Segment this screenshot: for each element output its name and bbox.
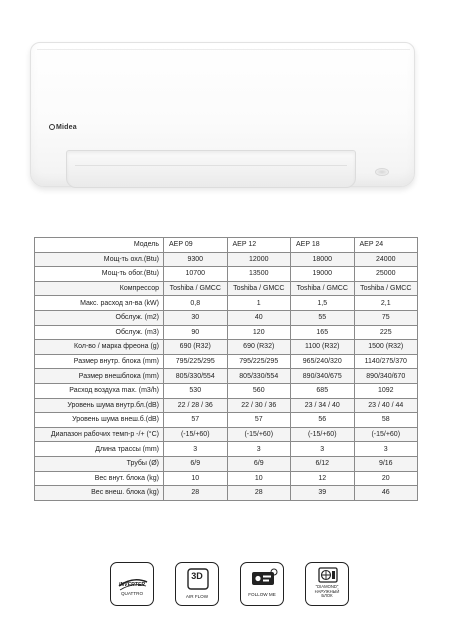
row-value: 1092 — [354, 383, 418, 398]
row-value: 1100 (R32) — [291, 340, 355, 355]
row-value: 225 — [354, 325, 418, 340]
row-value: 55 — [291, 310, 355, 325]
row-value: 25000 — [354, 267, 418, 282]
row-label: Вес внут. блока (kg) — [35, 471, 164, 486]
row-label: Уровень шума внутр.бл.(dB) — [35, 398, 164, 413]
table-row — [35, 383, 418, 398]
row-value: Toshiba / GMCC — [291, 281, 355, 296]
air-flow-3d-icon — [176, 563, 220, 607]
row-value: 13500 — [227, 267, 291, 282]
row-value: 795/225/295 — [164, 354, 228, 369]
row-value: (-15/+60) — [227, 427, 291, 442]
feature-icons — [110, 562, 350, 610]
table-row — [35, 486, 418, 501]
table-row — [35, 281, 418, 296]
row-value: 6/12 — [291, 456, 355, 471]
table-row — [35, 310, 418, 325]
row-value: 120 — [227, 325, 291, 340]
model-header: AEP 24 — [354, 238, 418, 253]
row-value: 530 — [164, 383, 228, 398]
table-row — [35, 427, 418, 442]
row-value: 6/9 — [164, 456, 228, 471]
model-header: AEP 09 — [164, 238, 228, 253]
row-value: 3 — [291, 442, 355, 457]
brand-logo-mark-icon — [49, 124, 55, 130]
brand-logo-text: Midea — [56, 124, 77, 131]
row-value: 46 — [354, 486, 418, 501]
table-header-row — [35, 238, 418, 253]
row-value: 24000 — [354, 252, 418, 267]
display-sensor — [375, 168, 389, 176]
row-value: 39 — [291, 486, 355, 501]
feature-diamond-unit — [305, 562, 349, 606]
row-value: 690 (R32) — [227, 340, 291, 355]
row-value: 19000 — [291, 267, 355, 282]
feature-caption: "DIAMOND" НАРУЖНЫЙ БЛОК — [314, 584, 340, 599]
table-row — [35, 354, 418, 369]
row-value: 23 / 40 / 44 — [354, 398, 418, 413]
feature-caption: QUATTRO — [120, 591, 144, 596]
row-value: 1500 (R32) — [354, 340, 418, 355]
row-value: 40 — [227, 310, 291, 325]
row-value: 890/340/670 — [354, 369, 418, 384]
table-row — [35, 398, 418, 413]
row-value: 28 — [227, 486, 291, 501]
air-louver — [66, 150, 356, 188]
row-value: Toshiba / GMCC — [164, 281, 228, 296]
row-value: (-15/+60) — [291, 427, 355, 442]
row-label: Обслуж. (m2) — [35, 310, 164, 325]
row-value: 56 — [291, 413, 355, 428]
row-value: 890/340/675 — [291, 369, 355, 384]
feature-3d-air-flow — [175, 562, 219, 606]
header-label: Модель — [35, 238, 164, 253]
row-value: 20 — [354, 471, 418, 486]
row-value: 795/225/295 — [227, 354, 291, 369]
row-value: 22 / 30 / 36 — [227, 398, 291, 413]
spec-table — [34, 237, 418, 501]
row-value: 805/330/554 — [164, 369, 228, 384]
row-value: (-15/+60) — [164, 427, 228, 442]
row-label: Размер внешблока (mm) — [35, 369, 164, 384]
row-value: 9300 — [164, 252, 228, 267]
row-label: Макс. расход эл-ва (kW) — [35, 296, 164, 311]
row-value: 22 / 28 / 36 — [164, 398, 228, 413]
row-label: Мощ-ть охл.(Btu) — [35, 252, 164, 267]
model-header: AEP 12 — [227, 238, 291, 253]
table-row — [35, 325, 418, 340]
row-label: Диапазон рабочих темп-р -/+ (°C) — [35, 427, 164, 442]
row-label: Размер внутр. блока (mm) — [35, 354, 164, 369]
row-value: 0,8 — [164, 296, 228, 311]
row-value: 75 — [354, 310, 418, 325]
row-value: Toshiba / GMCC — [354, 281, 418, 296]
table-row — [35, 267, 418, 282]
unit-top-edge — [37, 49, 410, 50]
row-label: Длина трассы (mm) — [35, 442, 164, 457]
row-value: 3 — [227, 442, 291, 457]
table-row — [35, 369, 418, 384]
row-value: 18000 — [291, 252, 355, 267]
row-value: 6/9 — [227, 456, 291, 471]
row-value: 1 — [227, 296, 291, 311]
row-value: 965/240/320 — [291, 354, 355, 369]
row-value: 10700 — [164, 267, 228, 282]
row-value: 165 — [291, 325, 355, 340]
row-value: 805/330/554 — [227, 369, 291, 384]
row-value: 560 — [227, 383, 291, 398]
row-value: 9/16 — [354, 456, 418, 471]
row-value: 1140/275/370 — [354, 354, 418, 369]
row-value: 3 — [164, 442, 228, 457]
row-value: 12000 — [227, 252, 291, 267]
table-row — [35, 471, 418, 486]
row-label: Мощ-ть обог.(Btu) — [35, 267, 164, 282]
row-value: 685 — [291, 383, 355, 398]
row-value: 2,1 — [354, 296, 418, 311]
product-image — [30, 42, 415, 192]
row-label: Трубы (Ø) — [35, 456, 164, 471]
row-label: Вес внеш. блока (kg) — [35, 486, 164, 501]
feature-inverter — [110, 562, 154, 606]
table-row — [35, 340, 418, 355]
row-label: Кол-во / марка фреона (g) — [35, 340, 164, 355]
row-value: 3 — [354, 442, 418, 457]
feature-title: INVERTER — [118, 582, 146, 588]
model-header: AEP 18 — [291, 238, 355, 253]
table-row — [35, 442, 418, 457]
row-value: 10 — [164, 471, 228, 486]
feature-follow-me — [240, 562, 284, 606]
row-label: Уровень шума внеш.б.(dB) — [35, 413, 164, 428]
row-value: Toshiba / GMCC — [227, 281, 291, 296]
table-row — [35, 413, 418, 428]
feature-caption: AIR FLOW — [185, 594, 209, 599]
row-label: Компрессор — [35, 281, 164, 296]
louver-seam — [75, 165, 347, 166]
row-label: Расход воздуха max. (m3/h) — [35, 383, 164, 398]
feature-caption: FOLLOW ME — [248, 592, 276, 597]
row-value: 28 — [164, 486, 228, 501]
table-row — [35, 296, 418, 311]
row-value: 90 — [164, 325, 228, 340]
row-value: 10 — [227, 471, 291, 486]
row-value: 12 — [291, 471, 355, 486]
row-label: Обслуж. (m3) — [35, 325, 164, 340]
row-value: 58 — [354, 413, 418, 428]
feature-title: 3D — [191, 571, 203, 581]
row-value: 57 — [164, 413, 228, 428]
row-value: 1,5 — [291, 296, 355, 311]
row-value: (-15/+60) — [354, 427, 418, 442]
row-value: 23 / 34 / 40 — [291, 398, 355, 413]
table-row — [35, 456, 418, 471]
row-value: 30 — [164, 310, 228, 325]
follow-me-icon — [241, 563, 285, 607]
row-value: 57 — [227, 413, 291, 428]
row-value: 690 (R32) — [164, 340, 228, 355]
brand-logo — [49, 124, 77, 131]
table-row — [35, 252, 418, 267]
